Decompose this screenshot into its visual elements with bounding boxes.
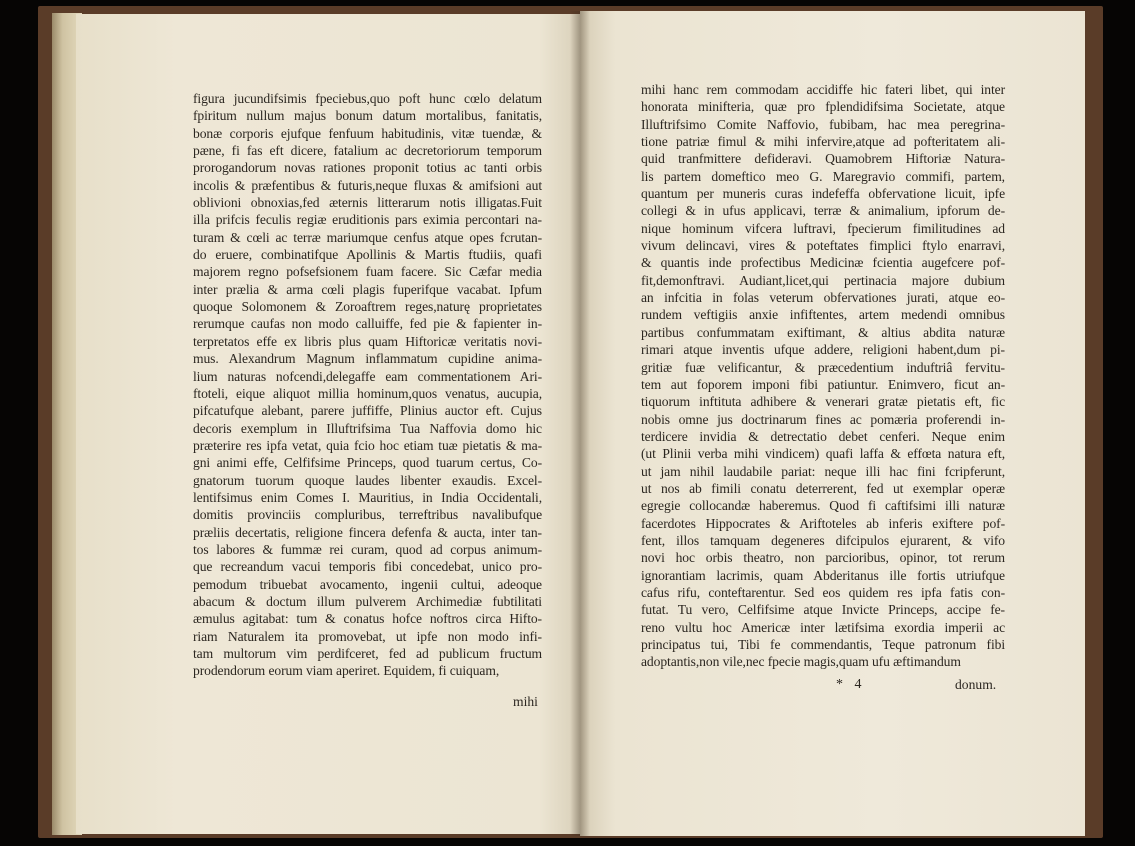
text-line: facerdotes Hippocrates & Ariftoteles ab inferis exiftere pof- [641, 515, 1005, 531]
text-line: mus. Alexandrum Magnum inflammatum cupidine anima- [193, 351, 542, 367]
text-line: fpiritum nullum majus bonum datum mortalibus, fanitatis, [193, 108, 542, 124]
text-line: domitis provinciis compluribus, terreftribus navalibufque [193, 507, 542, 523]
text-line: prodendorum eorum viam aperiret. Equidem, fi cuiquam, [193, 663, 500, 679]
text-line: que recreandum vacui temporis fibi concedebat, unico pro- [193, 559, 542, 575]
text-line: riam Naturalem ita promovebat, ut ipfe non modo infi- [193, 628, 542, 644]
text-line: terdicere invidia & detrectatio debet cenferi. Neque enim [641, 428, 1005, 444]
text-line: abacum & doctum illum pulverem Archimediæ fubtilitati [193, 593, 542, 609]
text-line: prorogandorum novas rationes proponit totius ac tanti orbis [193, 160, 542, 176]
text-line: gritiæ fuæ velificantur, & præcedentium induftriâ fervitu- [641, 359, 1005, 375]
text-line: pemodum tribuebat avocamento, ingenii cultui, adeoque [193, 576, 542, 592]
text-line: tos labores & fummæ rei curam, quod ad corpus animum- [193, 541, 542, 557]
text-line: Illuftrifsimo Comite Naffovio, fubibam, hac mea peregrina- [641, 116, 1005, 132]
text-line: vivum delincavi, vires & poteftates fimplici ftylo enarravi, [641, 238, 1005, 254]
text-line: nobis omne jus doctrinarum fines ac pomæria proferendi in- [641, 411, 1005, 427]
text-line: ut nos ab fimili conatu deterrerent, fed ut exemplar operæ [641, 480, 1005, 496]
text-line: collegi & in ufus applicavi, terræ & animalium, ipforum de- [641, 203, 1005, 219]
text-line: do eruere, combinatifque Apollinis & Martis ftudiis, quafi [193, 247, 542, 263]
text-line: præliis decertatis, religione fincera defenfa & aucta, inter tan- [193, 524, 542, 540]
text-line: lentifsimus enim Comes I. Mauritius, in India Occidentali, [193, 489, 542, 505]
text-line: figura jucundifsimis fpeciebus,quo poft hunc cœlo delatum [193, 91, 542, 106]
text-line: præterire res ipfa vetat, quia fcio hoc etiam tuæ pietatis & ma- [193, 437, 542, 453]
text-line: decoris exemplum in Illuftrifsima Tua Naffovia domo hic [193, 420, 542, 436]
text-line: adoptantis,non vile,nec fpecie magis,quam ufu æftimandum [641, 654, 961, 670]
text-line: gni animi effe, Celfifsime Princeps, quod tuarum certus, Co- [193, 455, 542, 471]
text-line: principatus tui, Tibi fe commendantis, Teque patronum fibi [641, 637, 1005, 652]
text-line: æmulus agitabat: tum & conatus hofce noftros circa Hifto- [193, 611, 542, 627]
text-line: futat. Tu vero, Celfifsime atque Invicte Princeps, accipe fe- [641, 602, 1005, 618]
text-line: fit,demonftravi. Audiant,licet,qui pertinacia majore dubium [641, 272, 1005, 288]
text-line: bonæ corporis ejufque fenfuum habitudinis, vitæ tuendæ, & [193, 125, 542, 141]
text-line: tem aut foporem imponi fibi patiuntur. Enimvero, ficut an- [641, 376, 1005, 392]
right-page [580, 11, 1085, 836]
right-page-text [641, 81, 1005, 671]
text-line: quid tranfmittere defideravi. Quamobrem Hiftoriæ Natura- [641, 151, 1005, 167]
text-line: ut jam nihil laudabile pariat: neque illi hac fini fcripferunt, [641, 463, 1005, 479]
left-page-text [193, 90, 542, 680]
text-line: mihi hanc rem commodam accidiffe hic fateri libet, qui inter [641, 82, 1005, 97]
text-line: novi hoc orbis theatro, non parcioribus, opinor, tot rerum [641, 550, 1005, 566]
text-line: pæne, fi fas eft dicere, fatalium ac decretoriorum temporum [193, 143, 542, 159]
text-line: oblivioni obnoxias,fed æternis litterarum notis illigatas.Fuit [193, 195, 542, 211]
text-line: incolis & præfentibus & futuris,neque fluxas & amifsioni aut [193, 177, 542, 193]
text-line: lium naturas nofcendi,delegaffe eam commentationem Ari- [193, 368, 542, 384]
text-line: rimari atque inventis ufque addere, religioni habent,dum pi- [641, 342, 1005, 358]
text-line: honorata minifteria, quæ pro fplendidifsima Societate, atque [641, 99, 1005, 115]
text-line: fent, illos tamquam degeneres difcipulos ejurarent, & vifo [641, 532, 1005, 548]
text-line: majorem regno pofsefsionem fuam facere. Sic Cæfar media [193, 264, 542, 280]
text-line: gnatorum tuorum quoque laudes libenter exaudis. Excel- [193, 472, 542, 488]
text-line: tam multorum vim perdifceret, fed ad publicum fructum [193, 646, 542, 661]
right-catchword: donum. [955, 677, 997, 692]
text-line: quoque Solomonem & Zoroaftrem reges,naturę proprietates [193, 299, 542, 315]
text-line: cafus rifu, conteftarentur. Sed eos quidem res ipfa fatis con- [641, 584, 1005, 600]
text-line: tiquorum inftituta adhibere & venerari gratæ pietatis eft, fic [641, 394, 1005, 410]
text-line: illa prifcis feculis regiæ eruditionis pars eximia percontari na- [193, 212, 542, 228]
text-line: quantum per muneris curas indefeffa obfervatione licuit, ipfe [641, 186, 1005, 202]
text-line: reno vultu hoc Americæ inter lætifsima exordia imperii ac [641, 619, 1005, 635]
text-line: rundem veftigiis anxie infiftentes, artem medendi omnibus [641, 307, 1005, 323]
text-line: partibus confummatam exiftimant, & altius abdita naturæ [641, 324, 1005, 340]
text-line: egregie collocandæ haberemus. Quod fi caftifsimi illi naturæ [641, 498, 1005, 514]
text-line: (ut Plinii verba mihi vindicem) quafi laffa & effœta natura eft, [641, 446, 1005, 462]
text-line: pifcatufque alebant, parere juffiffe, Plinius auctor eft. Cujus [193, 403, 542, 419]
text-line: & quantis inde profectibus Medicinæ fcientia augefcere pof- [641, 255, 1005, 271]
book-gutter [570, 11, 590, 836]
text-line: rerumque caufas non modo calluiffe, fed pie & fapienter in- [193, 316, 542, 332]
text-line: tione patriæ fimul & mihi infervire,atque ad pofteritatem ali- [641, 134, 1005, 150]
text-line: turam & cœli ac terræ mariumque cenfus atque opes fcrutan- [193, 229, 542, 245]
text-line: an infcitia in folas veterum obfervationes jurati, atque eo- [641, 290, 1005, 306]
left-page [76, 14, 580, 834]
text-line: nique hominum vifcera luftravi, fpecierum fimilitudines ad [641, 220, 1005, 236]
text-line: lis partem domeftico meo G. Maregravio commifi, partem, [641, 168, 1005, 184]
text-line: ftoteli, eique aliquot millia hominum,quos venatus, aucupia, [193, 385, 542, 401]
signature-mark: * 4 [836, 677, 866, 692]
text-line: terpretatos effe ex libris plus quam Hiftoricæ veritatis novi- [193, 333, 542, 349]
left-catchword: mihi [513, 694, 538, 709]
text-line: inter prælia & arma cœli plagis fuperifque vacabat. Ipfum [193, 281, 542, 297]
text-line: ignorantiam lacrimis, quam Abderitanus ille fortis utriufque [641, 567, 1005, 583]
